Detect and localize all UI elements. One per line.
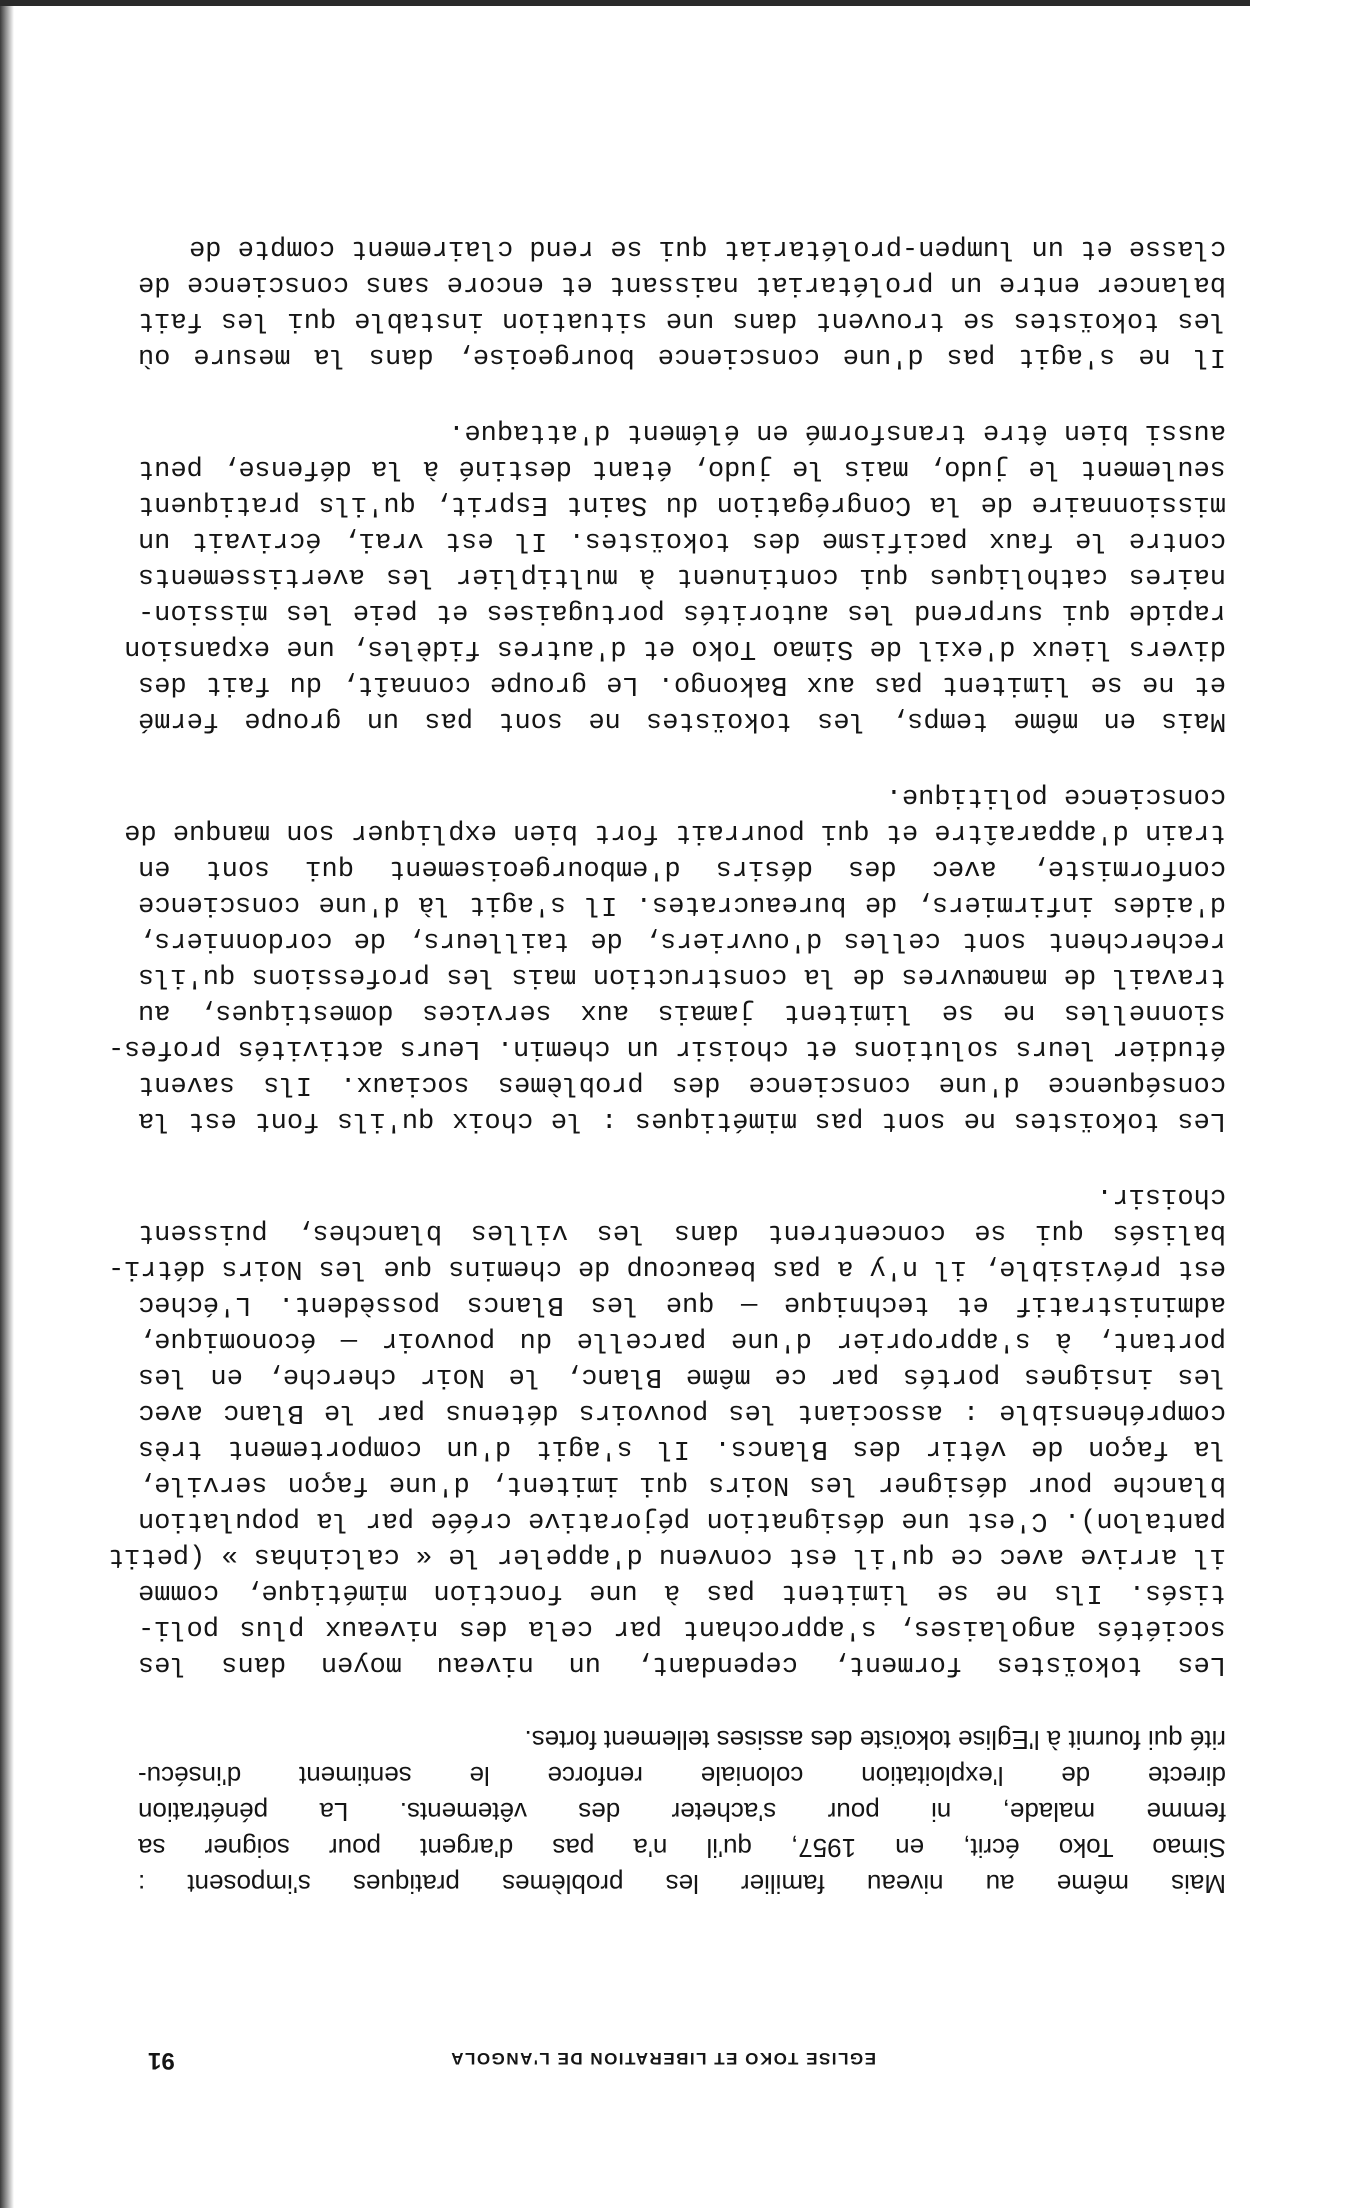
text-line: blanche pour désigner les Noirs qui imitent, d'une façon servile, [138, 1469, 1226, 1499]
text-line: sociétés angolaises, s'approchant par cela des niveaux plus poli- [138, 1613, 1226, 1643]
text-line: d'aides infirmiers, de bureaucrates. Il s'agit là d'une conscience [138, 889, 1226, 919]
text-line: femme malade, ni pour s'acheter des vêtements. La pénétration [138, 1797, 1226, 1827]
text-line: et ne se limitent pas aux Bakongo. Le groupe connaît, du fait des [138, 669, 1226, 699]
text-line: pantalon). C'est une désignation péjorative créée par la population [138, 1505, 1226, 1535]
text-line: aussi bien être transformé en élément d'attaque. [448, 417, 1226, 447]
header-title: EGLISE TOKO ET LIBERATION DE L'ANGOLA [449, 2049, 876, 2068]
page-binding-shadow [0, 0, 14, 2208]
text-line: Il ne s'agit pas d'une conscience bourgeoise, dans la mesure où [138, 341, 1226, 371]
paragraph [124, 414, 1226, 738]
text-line: naires catholiques qui continuent à multiplier les avertissements [138, 561, 1226, 591]
text-line: sionnelles ne se limitent jamais aux services domestiques, au [138, 997, 1226, 1027]
paragraph [108, 778, 1226, 1138]
running-header [138, 2044, 1226, 2074]
text-line: Mais même au niveau familier les problèmes pratiques s'imposent : [138, 1869, 1226, 1899]
text-line: il arrive avec ce qu'il est convenu d'appeler le « calcinhas » (petit [108, 1541, 1226, 1571]
paragraph [138, 230, 1226, 374]
text-line: conscience politique. [885, 781, 1226, 811]
text-line: Les tokoïstes forment, cependant, un niveau moyen dans les [138, 1649, 1226, 1679]
text-line: étudier leurs solutions et choisir un chemin. Leurs activités profes- [108, 1033, 1226, 1063]
text-line: contre le faux pacifisme des tokoïstes. Il est vrai, écrivait un [138, 525, 1226, 555]
text-line: compréhensible : associant les pouvoirs détenus par le Blanc avec [138, 1397, 1226, 1427]
text-line: Les tokoïstes ne sont pas mimétiques : le choix qu'ils font est la [138, 1105, 1226, 1135]
text-line: classe et un lumpen-prolétariat qui se rend clairement compte de [189, 233, 1226, 263]
text-line: missionnaire de la Congrégation du Saint Esprit, qu'ils pratiquent [138, 489, 1226, 519]
text-line: administratif et technique — que les Blancs possèdent. L'échec [138, 1289, 1226, 1319]
text-line: balancer entre un prolétariat naissant et encore sans conscience de [138, 269, 1226, 299]
paragraph [108, 1178, 1226, 1682]
text-line: train d'apparaître et qui pourrait fort bien expliquer son manque de [124, 817, 1226, 847]
text-line: choisir. [1096, 1181, 1226, 1211]
text-line: tisés. Ils ne se limitent pas à une fonction mimétique, comme [138, 1577, 1226, 1607]
text-line: Simao Toko écrit, en 1957, qu'il n'a pas d'argent pour soigner sa [138, 1833, 1226, 1863]
text-line: Mais en même temps, les tokoïstes ne sont pas un groupe fermé [138, 705, 1226, 735]
text-line: est prévisible, il n'y a pas beaucoup de chemins que les Noirs détri- [108, 1253, 1226, 1283]
scan-edge-rule [0, 0, 1250, 6]
text-line: conséquence d'une conscience des problèmes sociaux. Ils savent [138, 1069, 1226, 1099]
page-number: 91 [148, 2047, 175, 2074]
text-line: seulement le judo, mais le judo, étant destiné à la défense, peut [138, 453, 1226, 483]
text-line: les insignes portés par ce même Blanc, le Noir cherche, en les [138, 1361, 1226, 1391]
text-line: les tokoïstes se trouvent dans une situation instable qui les fait [138, 305, 1226, 335]
text-body [108, 190, 1226, 1902]
text-line: la façon de vêtir des Blancs. Il s'agit d'un comportement très [138, 1433, 1226, 1463]
text-line: rapide qui surprend les autorités portugaises et peie les mission- [138, 597, 1226, 627]
text-line: portant, à s'approprier d'une parcelle du pouvoir — économique, [138, 1325, 1226, 1355]
paragraph [138, 1722, 1226, 1902]
text-line: recherchent sont celles d'ouvriers, de tailleurs, de cordonniers, [138, 925, 1226, 955]
text-line: travail de manœuvres de la construction mais les professions qu'ils [138, 961, 1226, 991]
text-line: balisés qui se concentrent dans les villes blanches, puissent [138, 1217, 1226, 1247]
text-line: conformiste, avec des désirs d'embourgeoisement qui sont en [138, 853, 1226, 883]
text-line: directe de l'exploitation coloniale renforce le sentiment d'insécu- [138, 1761, 1226, 1791]
text-line: divers lieux d'exil de Simao Toko et d'autres fidèles, une expansion [124, 633, 1226, 663]
text-line: rité qui fournit à l'Eglise tokoïste des assises tellement fortes. [524, 1725, 1226, 1755]
